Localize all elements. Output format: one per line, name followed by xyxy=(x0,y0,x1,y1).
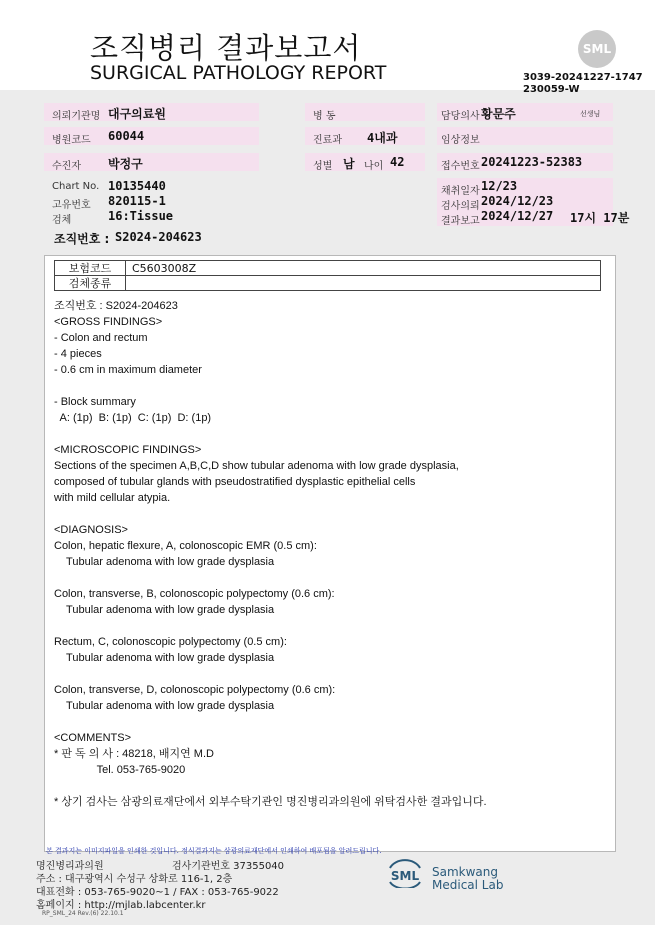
report-line: Tubular adenoma with low grade dysplasia xyxy=(54,700,275,712)
report-line: - 4 pieces xyxy=(54,348,102,360)
brand-logo-text: SML xyxy=(390,869,420,883)
title-korean: 조직병리 결과보고서 xyxy=(90,31,362,65)
report-line: Colon, transverse, B, colonoscopic polypectomy (0.6 cm): xyxy=(54,588,335,600)
insurance-code-label: 보험코드 xyxy=(55,261,126,276)
footer-notice: 본 결과지는 이미지파일을 인쇄한 것입니다. 정식결과지는 삼광의료재단에서 인쇄하여 배포됨을 알려드립니다. xyxy=(46,847,382,855)
lab-homepage[interactable]: 홈페이지 : http://mjlab.labcenter.kr xyxy=(36,900,206,911)
specimen-type-row xyxy=(55,276,601,291)
report-line: - Block summary xyxy=(54,396,136,408)
ref-line-1: 3039-20241227-1747 xyxy=(523,72,643,83)
report-line xyxy=(54,570,599,586)
hospcode-value: 60044 xyxy=(108,129,145,143)
reception-value: 20241223-52383 xyxy=(481,155,583,169)
report-line: - 0.6 cm in maximum diameter xyxy=(54,364,202,376)
lab-address: 주소 : 대구광역시 수성구 상화로 116-1, 2층 xyxy=(36,874,233,885)
report-line: * 판 독 의 사 : 48218, 배지연 M.D xyxy=(54,748,214,760)
doctor-label: 담당의사 xyxy=(441,111,480,122)
dept-label: 진료과 xyxy=(313,135,342,146)
lab-name: 명진병리과의원 xyxy=(36,861,104,872)
report-line: Tubular adenoma with low grade dysplasia xyxy=(54,652,275,664)
report-line xyxy=(54,618,599,634)
patient-value: 박정구 xyxy=(108,157,143,171)
report-line: Colon, hepatic flexure, A, colonoscopic EMR (0.5 cm): xyxy=(54,540,317,552)
report-line: composed of tubular glands with pseudostratified dysplastic epithelial cells xyxy=(54,476,416,488)
doctor-value: 황문주 xyxy=(481,107,516,121)
hospcode-label: 병원코드 xyxy=(52,135,91,146)
sml-logo-icon: SML xyxy=(578,30,616,68)
hospital-label: 의뢰기관명 xyxy=(52,111,101,122)
tissue-number-label: 조직번호 : xyxy=(54,232,110,246)
report-reference-code xyxy=(523,72,643,96)
report-line xyxy=(54,778,599,794)
tissue-number-value: S2024-204623 xyxy=(115,230,202,244)
hospital-value: 대구의료원 xyxy=(108,107,166,121)
specimen-value: 16:Tissue xyxy=(108,209,174,223)
report-line xyxy=(54,426,599,442)
report-line: A: (1p) B: (1p) C: (1p) D: (1p) xyxy=(54,412,212,424)
report-line: Tel. 053-765-9020 xyxy=(54,764,186,776)
lab-license: 검사기관번호 37355040 xyxy=(172,861,285,872)
report-line: <MICROSCOPIC FINDINGS> xyxy=(54,444,202,456)
result-date-value: 2024/12/27 xyxy=(481,209,554,223)
request-label: 검사의뢰 xyxy=(441,201,480,212)
specimen-label: 검체 xyxy=(52,215,72,226)
chart-value: 10135440 xyxy=(108,179,166,193)
lab-phone: 대표전화 : 053-765-9020~1 / FAX : 053-765-9022 xyxy=(36,887,279,898)
age-value: 42 xyxy=(390,155,405,169)
report-body-box xyxy=(44,255,616,852)
ward-label: 병 동 xyxy=(313,111,336,122)
ref-line-2: 230059-W xyxy=(523,84,580,95)
dept-value: 4내과 xyxy=(367,131,398,145)
title-english: SURGICAL PATHOLOGY REPORT xyxy=(90,62,387,84)
insurance-table xyxy=(54,260,601,291)
brand-name xyxy=(432,866,503,892)
patient-label: 수진자 xyxy=(52,161,81,172)
report-line: 조직번호 : S2024-204623 xyxy=(54,300,178,312)
report-line: Rectum, C, colonoscopic polypectomy (0.5 cm): xyxy=(54,636,287,648)
report-line: Tubular adenoma with low grade dysplasia xyxy=(54,556,275,568)
report-line: <GROSS FINDINGS> xyxy=(54,316,163,328)
collect-value: 12/23 xyxy=(481,179,518,193)
report-line: - Colon and rectum xyxy=(54,332,148,344)
insurance-code-row xyxy=(55,261,601,276)
report-line: Sections of the specimen A,B,C,D show tubular adenoma with low grade dysplasia, xyxy=(54,460,459,472)
report-line xyxy=(54,714,599,730)
samkwang-logo-icon xyxy=(386,858,424,888)
reception-label: 접수번호 xyxy=(441,161,480,172)
unique-label: 고유번호 xyxy=(52,200,91,211)
sex-label: 성별 xyxy=(313,161,333,172)
report-line xyxy=(54,506,599,522)
unique-value: 820115-1 xyxy=(108,194,166,208)
sex-value: 남 xyxy=(343,157,355,171)
report-line: Colon, transverse, D, colonoscopic polypectomy (0.6 cm): xyxy=(54,684,336,696)
brand-line-1: Samkwang xyxy=(432,865,498,879)
result-time-value: 17시 17분 xyxy=(570,211,630,225)
form-code: RP_SML_24 Rev.(6) 22.10.1 xyxy=(42,910,124,917)
report-line: with mild cellular atypia. xyxy=(54,492,171,504)
report-text xyxy=(54,298,599,810)
request-value: 2024/12/23 xyxy=(481,194,554,208)
brand-line-2: Medical Lab xyxy=(432,878,504,892)
chart-label: Chart No. xyxy=(52,181,100,192)
specimen-type-value xyxy=(126,276,601,291)
report-line xyxy=(54,666,599,682)
doctor-suffix: 선생님 xyxy=(580,110,601,118)
report-line: <DIAGNOSIS> xyxy=(54,524,128,536)
report-line: <COMMENTS> xyxy=(54,732,132,744)
clinical-label: 임상정보 xyxy=(441,135,480,146)
age-label: 나이 xyxy=(364,161,384,172)
insurance-code-value: C5603008Z xyxy=(126,261,601,276)
specimen-type-label: 검체종류 xyxy=(55,276,126,291)
report-line: Tubular adenoma with low grade dysplasia xyxy=(54,604,275,616)
result-label: 결과보고 xyxy=(441,216,480,227)
report-line: * 상기 검사는 삼광의료재단에서 외부수탁기관인 명진병리과의원에 위탁검사한 결과입니다. xyxy=(54,796,487,808)
report-line xyxy=(54,378,599,394)
collect-label: 채취일자 xyxy=(441,186,480,197)
